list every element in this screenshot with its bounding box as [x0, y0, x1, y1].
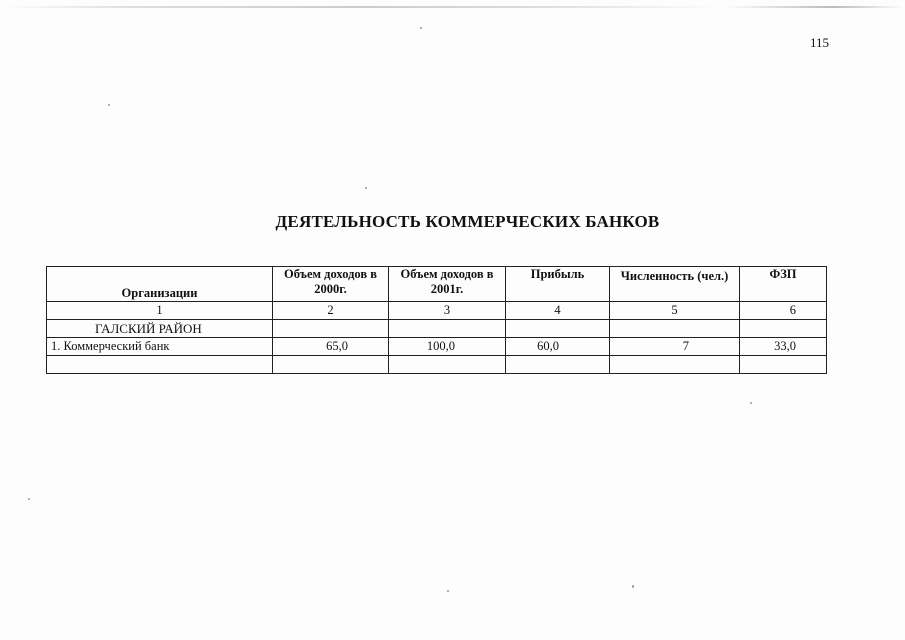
fzp-value: 33,0: [740, 338, 827, 356]
scan-speck: [28, 498, 30, 500]
header-org: Организации: [47, 267, 273, 302]
empty-cell: [610, 320, 740, 338]
empty-cell: [740, 356, 827, 374]
region-row: [47, 320, 827, 338]
empty-cell: [273, 320, 389, 338]
header-income-2001: Объем доходов в 2001г.: [389, 267, 506, 302]
scan-speck: [632, 585, 634, 588]
column-number: 4: [506, 302, 610, 320]
header-income-2000: Объем доходов в 2000г.: [273, 267, 389, 302]
region-name: ГАЛСКИЙ РАЙОН: [47, 320, 273, 338]
table-header-row: [47, 267, 827, 302]
header-profit: Прибыль: [506, 267, 610, 302]
scan-speck: [750, 402, 752, 404]
scan-speck: [365, 187, 367, 189]
profit-value: 60,0: [506, 338, 610, 356]
empty-row: [47, 356, 827, 374]
empty-cell: [389, 320, 506, 338]
bank-name: 1. Коммерческий банк: [47, 338, 273, 356]
scan-edge: [0, 6, 905, 8]
empty-cell: [610, 356, 740, 374]
column-number-row: [47, 302, 827, 320]
income-2000-value: 65,0: [273, 338, 389, 356]
scan-speck: [420, 27, 422, 29]
staff-value: 7: [610, 338, 740, 356]
header-fzp: ФЗП: [740, 267, 827, 302]
income-2001-value: 100,0: [389, 338, 506, 356]
column-number: 6: [740, 302, 827, 320]
bank-activity-table: [46, 266, 827, 374]
empty-cell: [389, 356, 506, 374]
table-row: [47, 338, 827, 356]
header-staff: Численность (чел.): [610, 267, 740, 302]
column-number: 5: [610, 302, 740, 320]
empty-cell: [47, 356, 273, 374]
scan-speck: [447, 590, 449, 592]
document-title: ДЕЯТЕЛЬНОСТЬ КОММЕРЧЕСКИХ БАНКОВ: [275, 212, 660, 231]
column-number: 2: [273, 302, 389, 320]
empty-cell: [740, 320, 827, 338]
page-number: 115: [810, 35, 830, 50]
empty-cell: [506, 356, 610, 374]
empty-cell: [506, 320, 610, 338]
column-number: 3: [389, 302, 506, 320]
column-number: 1: [47, 302, 273, 320]
scan-speck: [108, 104, 110, 106]
empty-cell: [273, 356, 389, 374]
